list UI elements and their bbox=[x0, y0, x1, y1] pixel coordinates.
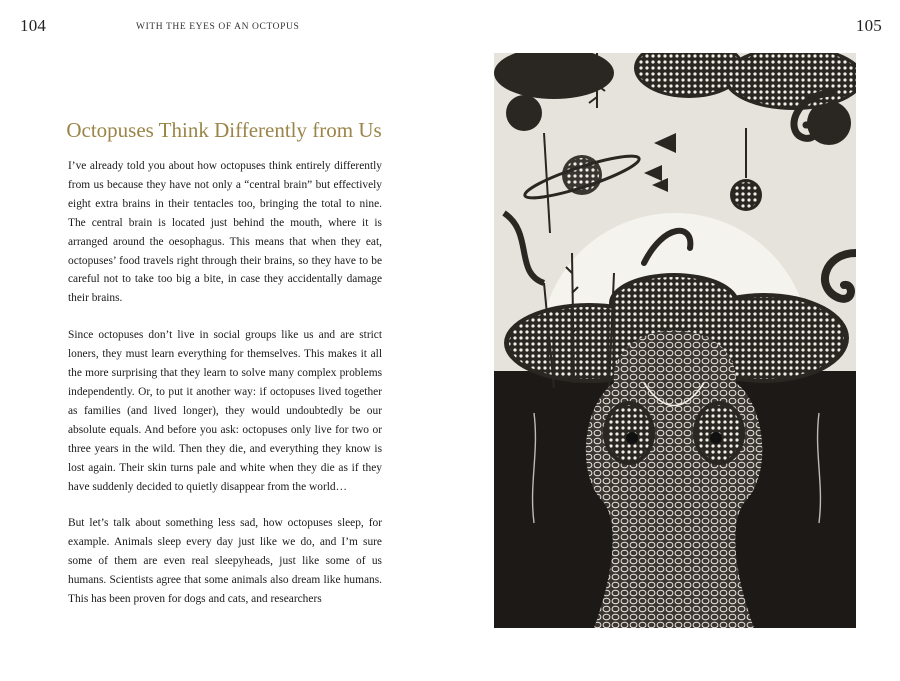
octopus-illustration-art bbox=[494, 53, 856, 628]
paragraph-2: Since octopuses don’t live in social groups like us and are strict loners, they must learn everything for themselves. This makes it all the more surprising that they learn to solve many complex problems independently. Or, to put it another way: if octopuses lived together as families (and lived longer), they would undoubtedly be our absolute equals. And before you ask: octopuses only live for two or three years in the wild. Then they die, and everything they know is lost again. Their skin turns pale and white when they die as if they have suddenly decided to quietly disappear from the world… bbox=[68, 329, 382, 493]
page-number-left: 104 bbox=[20, 16, 47, 35]
paragraph-3: But let’s talk about something less sad, how octopuses sleep, for example. Animals sleep every day just like we do, and I’m sure some of them are even real sleepyheads, just like some of us humans. Scientists agree that some animals also dream like humans. This has been proven for dogs and cats, and researchers bbox=[68, 517, 382, 606]
octopus-illustration bbox=[494, 53, 856, 628]
running-head: WITH THE EYES OF AN OCTOPUS bbox=[136, 22, 300, 32]
chapter-title: Octopuses Think Differently from Us bbox=[66, 118, 382, 142]
page-number-right: 105 bbox=[855, 16, 882, 35]
paragraph-1: I’ve already told you about how octopuses think entirely differently from us because they have not only a “central brain” but effectively eight extra brains in their tentacles too, bringing the total to nine. The central brain is located just behind the mouth, where it is arranged around the oesophagus. This means that when they eat, octopuses’ food travels right through their brains, so they have to be careful not to take too big a bite, in case they accidentally damage their brains. bbox=[68, 160, 382, 305]
body-text bbox=[68, 157, 382, 627]
